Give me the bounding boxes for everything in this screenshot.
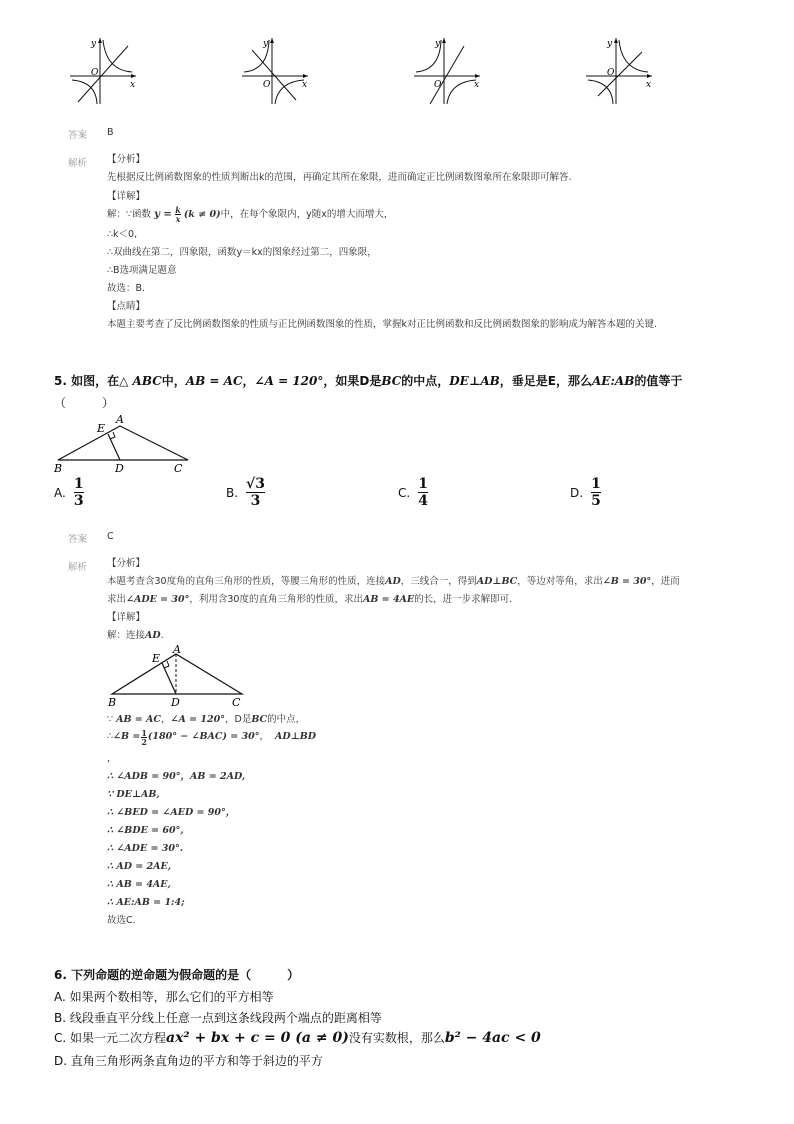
q4-detail-line1 [107,206,393,224]
q5-stem-a: 如图，在 [71,374,120,388]
q4-line5: 故选：B. [107,283,146,294]
q5-detail-figure [104,644,254,710]
q5-s2-fraction [141,729,147,746]
q6-stem [54,966,299,983]
q5-option-d-den: 5 [591,493,601,509]
q5-option-d-num: 1 [591,476,601,492]
q5-stem-f: ，垂足是E，那么 [499,374,592,388]
q4-comment: 本题主要考查了反比例函数图象的性质与正比例函数图象的性质，掌握k对正比例函数和反比例函数图象的影响成为解答本题的关键. [107,319,658,330]
q5-option-a-fraction [74,476,84,509]
q4-detail-cond: (k ≠ 0) [183,209,221,220]
graph-option-d [582,34,654,106]
q5-stem-b: 中， [161,374,186,388]
q4-frac-k: k [175,205,181,215]
q5-stem-perp: DE⊥AB [449,374,500,388]
q5-option-b-letter: B. [226,485,239,500]
q5-stem-d: ，如果D是 [323,374,382,388]
q4-detail-post: 中，在每个象限内，y随x的增大而增大， [220,209,394,220]
svg-text:O: O [434,80,442,90]
svg-text:D: D [171,696,180,709]
q5-answer: C [107,531,114,542]
svg-text:B: B [108,696,117,709]
svg-text:A: A [116,413,124,426]
q5-step2 [107,728,316,746]
q4-analysis-text: 先根据反比例函数图象的性质判断出k的范围，再确定其所在象限，进而确定正比例函数图象所在象限即可解答. [107,172,572,183]
q5-triangle-figure [50,410,200,476]
q5-option-d-letter: D. [570,485,584,500]
q5-option-c-num: 1 [418,476,428,492]
q5-stem-e: 的中点， [401,374,450,388]
svg-text:E: E [152,652,161,665]
q6-optc-a: C. 如果一元二次方程 [54,1031,167,1045]
q5-stem-ratio: AE:AB [592,374,635,388]
q4-tag-analysis: 【分析】 [107,154,146,165]
q5-s2-a: ∴ [107,731,114,742]
q5-stem [54,372,682,389]
q4-fraction-k-over-x [175,206,181,223]
q5-tag-detail: 【详解】 [107,612,146,623]
q5-stem-g: 的值等于 [634,374,683,388]
q5-a1-ad: AD [385,576,401,587]
q5-a2-eq: AB = 4AE [362,594,415,605]
q5-option-a-den: 3 [73,493,84,509]
q5-d1-a: 解：连接 [107,630,146,641]
q5-option-b-den: 3 [250,493,261,509]
q4-answer-label: 答案 [68,130,88,141]
q5-option-a[interactable] [54,476,84,509]
q5-s1-d: 的中点， [267,714,306,725]
q5-a1-perp: AD⊥BC [476,576,518,587]
q5-d1-b: . [160,630,164,641]
q6-number: 6. [54,968,67,982]
q5-step9: ∴ AD = 2AE, [107,861,172,872]
svg-text:x: x [130,80,136,90]
svg-text:A: A [173,644,181,656]
svg-text:x: x [646,80,652,90]
q5-a2-ade: ∠ADE = 30° [126,594,190,605]
svg-text:O: O [91,68,99,78]
q5-a2-c: 的长，进一步求解即可. [414,594,513,605]
q5-s2-d: ， [259,731,270,742]
svg-text:B: B [54,462,63,475]
q5-step8: ∴ ∠ADE = 30°. [107,843,184,854]
svg-text:O: O [607,68,615,78]
q5-answer-label: 答案 [68,534,88,545]
q5-a1-d: ，进而 [651,576,680,587]
q5-s1-b: ， [161,714,171,725]
svg-text:D: D [115,462,124,475]
svg-text:y: y [263,39,269,49]
q5-step1 [107,711,305,729]
q5-analysis-line1 [107,573,680,591]
q6-option-c[interactable] [54,1029,541,1046]
q5-stem-eq1: AB = AC [185,374,243,388]
q6-option-d[interactable]: D. 直角三角形两条直角边的平方和等于斜边的平方 [54,1054,323,1068]
q5-s1-bc: BC [251,714,268,725]
q5-step12: 故选C. [107,915,136,926]
svg-text:O: O [263,80,271,90]
q5-a1-angb: ∠B = 30° [602,576,652,587]
q5-step4: ∴ ∠ADB = 90°，AB = 2AD, [107,771,246,782]
svg-text:y: y [91,39,97,49]
q5-s2-b: ∠B = [113,731,141,742]
q5-stem-bc: BC [381,374,402,388]
q6-stem-text: 下列命题的逆命题为假命题的是（ ） [71,968,300,982]
q5-detail-line1 [107,627,164,645]
q5-option-c-letter: C. [398,485,411,500]
q4-frac-x: x [175,214,181,224]
q4-detail-pre: 解：∵函数 [107,209,152,220]
q6-optc-b: 没有实数根，那么 [348,1031,445,1045]
q5-option-a-num: 1 [73,476,84,492]
q5-option-b-num: √3 [246,476,265,492]
q5-s1-eq: AB = AC [116,714,161,725]
graph-option-a [66,34,138,106]
q5-step11: ∴ AE:AB = 1:4; [107,897,185,908]
svg-text:y: y [435,39,441,49]
q6-option-b[interactable]: B. 线段垂直平分线上任意一点到这条线段两个端点的距离相等 [54,1011,382,1025]
q5-option-b[interactable] [226,476,265,509]
q5-s2-c: (180° − ∠BAC) = 30° [147,731,260,742]
q5-analysis-label: 解析 [68,562,88,573]
q5-tag-analysis: 【分析】 [107,558,146,569]
svg-text:E: E [97,422,106,435]
q6-option-a[interactable]: A. 如果两个数相等，那么它们的平方相等 [54,990,274,1004]
q5-a1-a: 本题考查含30度角的直角三角形的性质，等腰三角形的性质，连接 [107,576,386,587]
q5-step5: ∵ DE⊥AB, [107,789,160,800]
q4-detail-eq: = [159,209,176,220]
q5-step6: ∴ ∠BED = ∠AED = 90°， [107,807,236,818]
q4-line2: ∴k＜0, [107,229,138,240]
q5-step10: ∴ AB = 4AE, [107,879,171,890]
graph-option-b [238,34,310,106]
graph-option-c [410,34,482,106]
svg-text:x: x [474,80,480,90]
q4-answer: B [107,127,114,138]
q5-stem-ang: ∠A = 120° [254,374,324,388]
q4-tag-comment: 【点睛】 [107,301,146,312]
q5-stem-c: ， [242,374,255,388]
q5-s1-ang: ∠A = 120° [170,714,226,725]
q5-step7: ∴ ∠BDE = 60°, [107,825,184,836]
q5-option-d-fraction [591,476,601,509]
q5-option-a-letter: A. [54,485,66,500]
q5-a2-b: ，利用含30度的直角三角形的性质，求出 [189,594,363,605]
svg-text:x: x [302,80,308,90]
svg-text:y: y [607,39,613,49]
q5-a1-c: ，等边对等角，求出 [517,576,603,587]
q5-paren: （ ） [54,396,115,410]
q5-option-c-den: 4 [418,493,428,509]
q6-optc-disc: b² − 4ac < 0 [444,1030,541,1046]
q5-stem-tri: △ ABC [119,374,162,388]
q4-tag-detail: 【详解】 [107,191,146,202]
q5-number: 5. [54,374,67,388]
q4-line3: ∴双曲线在第二，四象限，函数y＝kx的图象经过第二，四象限， [107,247,377,258]
q5-s2-num: 1 [141,727,147,738]
q5-s2-den: 2 [141,736,147,747]
q5-step3: ， [107,753,117,764]
q4-analysis-label: 解析 [68,158,88,169]
svg-text:C: C [174,462,183,475]
q5-analysis-line2 [107,591,512,609]
svg-text:C: C [232,696,241,709]
q5-option-c-fraction [418,476,428,509]
q5-option-b-fraction [246,476,265,509]
q5-s2-e: AD⊥BD [275,731,317,742]
q5-option-d[interactable] [570,476,601,509]
q4-detail-y: y [154,209,160,220]
q5-a2-a: 求出 [107,594,127,605]
q4-line4: ∴B选项满足题意 [107,265,177,276]
q5-s1-c: ，D是 [225,714,252,725]
q5-option-c[interactable] [398,476,428,509]
q5-a1-b: ，三线合一，得到 [400,576,477,587]
q5-s1-a: ∵ [107,714,117,725]
q6-optc-eq: ax² + bx + c = 0 (a ≠ 0) [166,1030,349,1046]
q5-d1-ad: AD [145,630,161,641]
